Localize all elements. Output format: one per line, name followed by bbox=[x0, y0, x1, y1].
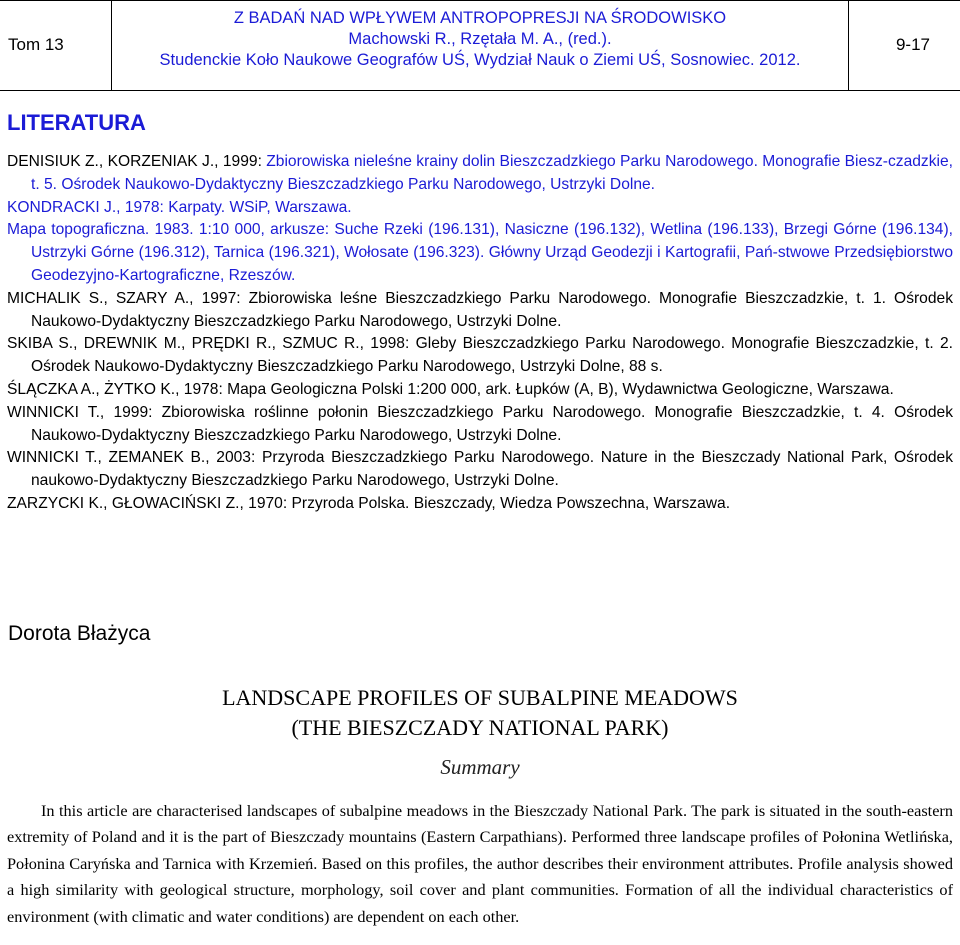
reference-item bbox=[7, 333, 953, 379]
literature-heading: LITERATURA bbox=[7, 110, 146, 135]
summary-heading: Summary bbox=[440, 755, 520, 779]
ref-text: WINNICKI T., ZEMANEK B., 2003: Przyroda Bieszczadzkiego Parku Narodowego. Nature in the Bieszczady National Park, Ośrodek naukowo-Dydaktyczny Bieszczadzkiego Parku Narodowego, Ustrzyki Dolne. bbox=[7, 449, 953, 490]
ref-text: SKIBA S., DREWNIK M., PRĘDKI R., SZMUC R., 1998: Gleby Bieszczadzkiego Parku Narodowego. Monografie Bieszczadzkie, t. 2. Ośrodek Naukowo-Dydaktyczny Bieszczadzkiego Parku Narodowego, Ustrzyki Dolne, 88 s. bbox=[7, 335, 953, 376]
ref-text: WINNICKI T., 1999: Zbiorowiska roślinne połonin Bieszczadzkiego Parku Narodowego. Monografie Bieszczadzkie, t. 4. Ośrodek Naukowo-Dydaktyczny Bieszczadzkiego Parku Narodowego, Ustrzyki Dolne. bbox=[7, 403, 953, 444]
ref-authors: DENISIUK Z., KORZENIAK J., 1999: bbox=[7, 153, 267, 170]
editors: Machowski R., Rzętała M. A., (red.). bbox=[348, 30, 612, 48]
reference-item bbox=[7, 197, 953, 220]
header-center-cell bbox=[111, 0, 849, 91]
page-header bbox=[0, 0, 960, 91]
page-range: 9-17 bbox=[895, 35, 930, 54]
ref-text: MICHALIK S., SZARY A., 1997: Zbiorowiska leśne Bieszczadzkiego Parku Narodowego. Monografie Bieszczadzkie, t. 1. Ośrodek Naukowo-Dydaktyczny Bieszczadzkiego Parku Narodowego, Ustrzyki Dolne. bbox=[7, 289, 953, 330]
ref-text: ZARZYCKI K., GŁOWACIŃSKI Z., 1970: Przyroda Polska. Bieszczady, Wiedza Powszechna, Warszawa. bbox=[7, 494, 731, 512]
article-author: Dorota Błażyca bbox=[8, 622, 151, 645]
volume-label: Tom 13 bbox=[8, 35, 64, 54]
header-volume-cell bbox=[0, 0, 112, 91]
reference-item bbox=[7, 402, 953, 448]
article-title-line2: (THE BIESZCZADY NATIONAL PARK) bbox=[291, 715, 669, 740]
ref-text: Zbiorowiska nieleśne krainy dolin Bieszczadzkiego Parku Narodowego. Monografie Biesz-czadzkie, t. 5. Ośrodek Naukowo-Dydaktyczny Bieszczadzkiego Parku Narodowego, Ustrzyki Dolne. bbox=[31, 153, 953, 193]
ref-authors: KONDRACKI J., 1978: bbox=[7, 198, 169, 216]
ref-text: Mapa topograficzna. 1983. 1:10 000, arkusze: Suche Rzeki (196.131), Nasiczne (196.132), Wetlina (196.133), Brzegi Górne (196.134), Ustrzyki Górne (196.312), Tarnica (196.321), Wołosate (196.323). Główny Urząd Geodezji i Kartografii, Pań-stwowe Przedsiębiorstwo Geodezyjno-Kartograficzne, Rzeszów. bbox=[7, 221, 953, 284]
ref-text: Karpaty. WSiP, Warszawa. bbox=[168, 198, 352, 216]
header-pages-cell bbox=[848, 0, 960, 91]
reference-item bbox=[7, 447, 953, 493]
reference-item bbox=[7, 219, 953, 287]
article-title-line1: LANDSCAPE PROFILES OF SUBALPINE MEADOWS bbox=[222, 685, 738, 710]
summary-abstract: In this article are characterised landscapes of subalpine meadows in the Bieszczady National Park. The park is situated in the south-eastern extremity of Poland and it is the part of Bieszczady mountains (Eastern Carpathians). Performed three landscape profiles of Połonina Wetlińska, Połonina Caryńska and Tarnica with Krzemień. Based on this profiles, the author describes their environment attributes. Profile analysis showed a high similarity with geological structure, morphology, soil cover and plant communities. Formation of all the individual characteristics of environment (with climatic and water conditions) are dependent on each other. bbox=[7, 801, 953, 926]
reference-item bbox=[7, 379, 953, 402]
ref-text: ŚLĄCZKA A., ŻYTKO K., 1978: Mapa Geologiczna Polski 1:200 000, ark. Łupków (A, B), Wydawnictwa Geologiczne, Warszawa. bbox=[7, 380, 894, 398]
reference-item bbox=[7, 493, 953, 516]
header-info bbox=[112, 8, 848, 71]
reference-item bbox=[7, 288, 953, 334]
reference-list bbox=[7, 151, 953, 516]
publisher: Studenckie Koło Naukowe Geografów UŚ, Wydział Nauk o Ziemi UŚ, Sosnowiec. 2012. bbox=[159, 51, 801, 69]
reference-item bbox=[7, 151, 953, 197]
series-title: Z BADAŃ NAD WPŁYWEM ANTROPOPRESJI NA ŚRODOWISKO bbox=[233, 9, 727, 27]
